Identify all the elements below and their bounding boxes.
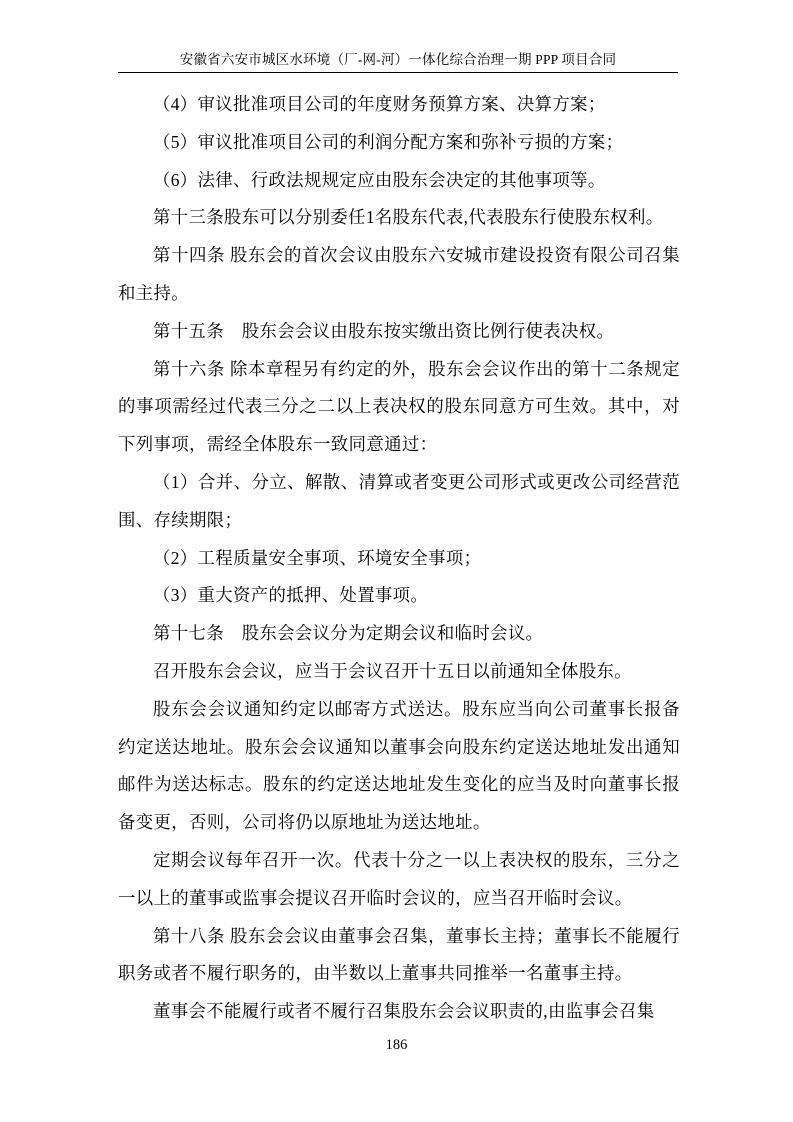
paragraph: 董事会不能履行或者不履行召集股东会会议职责的,由监事会召集 [153,1001,655,1022]
page-header-title: 安徽省六安市城区水环境（厂-网-河）一体化综合治理一期 PPP 项目合同 [179,52,617,67]
paragraph: 第十三条股东可以分别委任1名股东代表,代表股东行使股东权利。 [153,207,664,228]
paragraph: （3）重大资产的抵押、处置事项。 [153,585,429,606]
paragraph: （5）审议批准项目公司的利润分配方案和弥补亏损的方案； [153,131,624,152]
paragraph: 定期会议每年召开一次。代表十分之一以上表决权的股东，三分之一以上的董事或监事会提议召开临时会议的，应当召开临时会议。 [118,849,680,908]
paragraph: （4）审议批准项目公司的年度财务预算方案、决算方案； [153,94,606,114]
paragraph: （6）法律、行政法规规定应由股东会决定的其他事项等。 [153,169,606,190]
header-divider [118,72,678,73]
paragraph: 第十七条 股东会会议分为定期会议和临时会议。 [153,623,544,644]
paragraph: 召开股东会会议，应当于会议召开十五日以前通知全体股东。 [153,660,632,681]
paragraph: 第十六条 除本章程另有约定的外，股东会会议作出的第十二条规定的事项需经过代表三分之二以上表决权的股东同意方可生效。其中，对下列事项，需经全体股东一致同意通过： [118,358,680,455]
paragraph: 第十五条 股东会会议由股东按实缴出资比例行使表决权。 [153,320,615,341]
paragraph: 第十四条 股东会的首次会议由股东六安城市建设投资有限公司召集和主持。 [118,245,680,303]
paragraph: 第十八条 股东会会议由董事会召集，董事长主持；董事长不能履行职务或者不履行职务的，由半数以上董事共同推举一名董事主持。 [118,925,680,984]
paragraph: （2）工程质量安全事项、环境安全事项； [153,547,482,568]
document-body [118,86,680,1031]
page-number: 186 [385,1037,408,1053]
paragraph: （1）合并、分立、解散、清算或者变更公司形式或更改公司经营范围、存续期限； [118,471,680,530]
paragraph: 股东会会议通知约定以邮寄方式送达。股东应当向公司董事长报备约定送达地址。股东会会议通知以董事会向股东约定送达地址发出通知邮件为送达标志。股东的约定送达地址发生变化的应当及时向董事长报备变更，否则，公司将仍以原地址为送达地址。 [118,698,680,833]
